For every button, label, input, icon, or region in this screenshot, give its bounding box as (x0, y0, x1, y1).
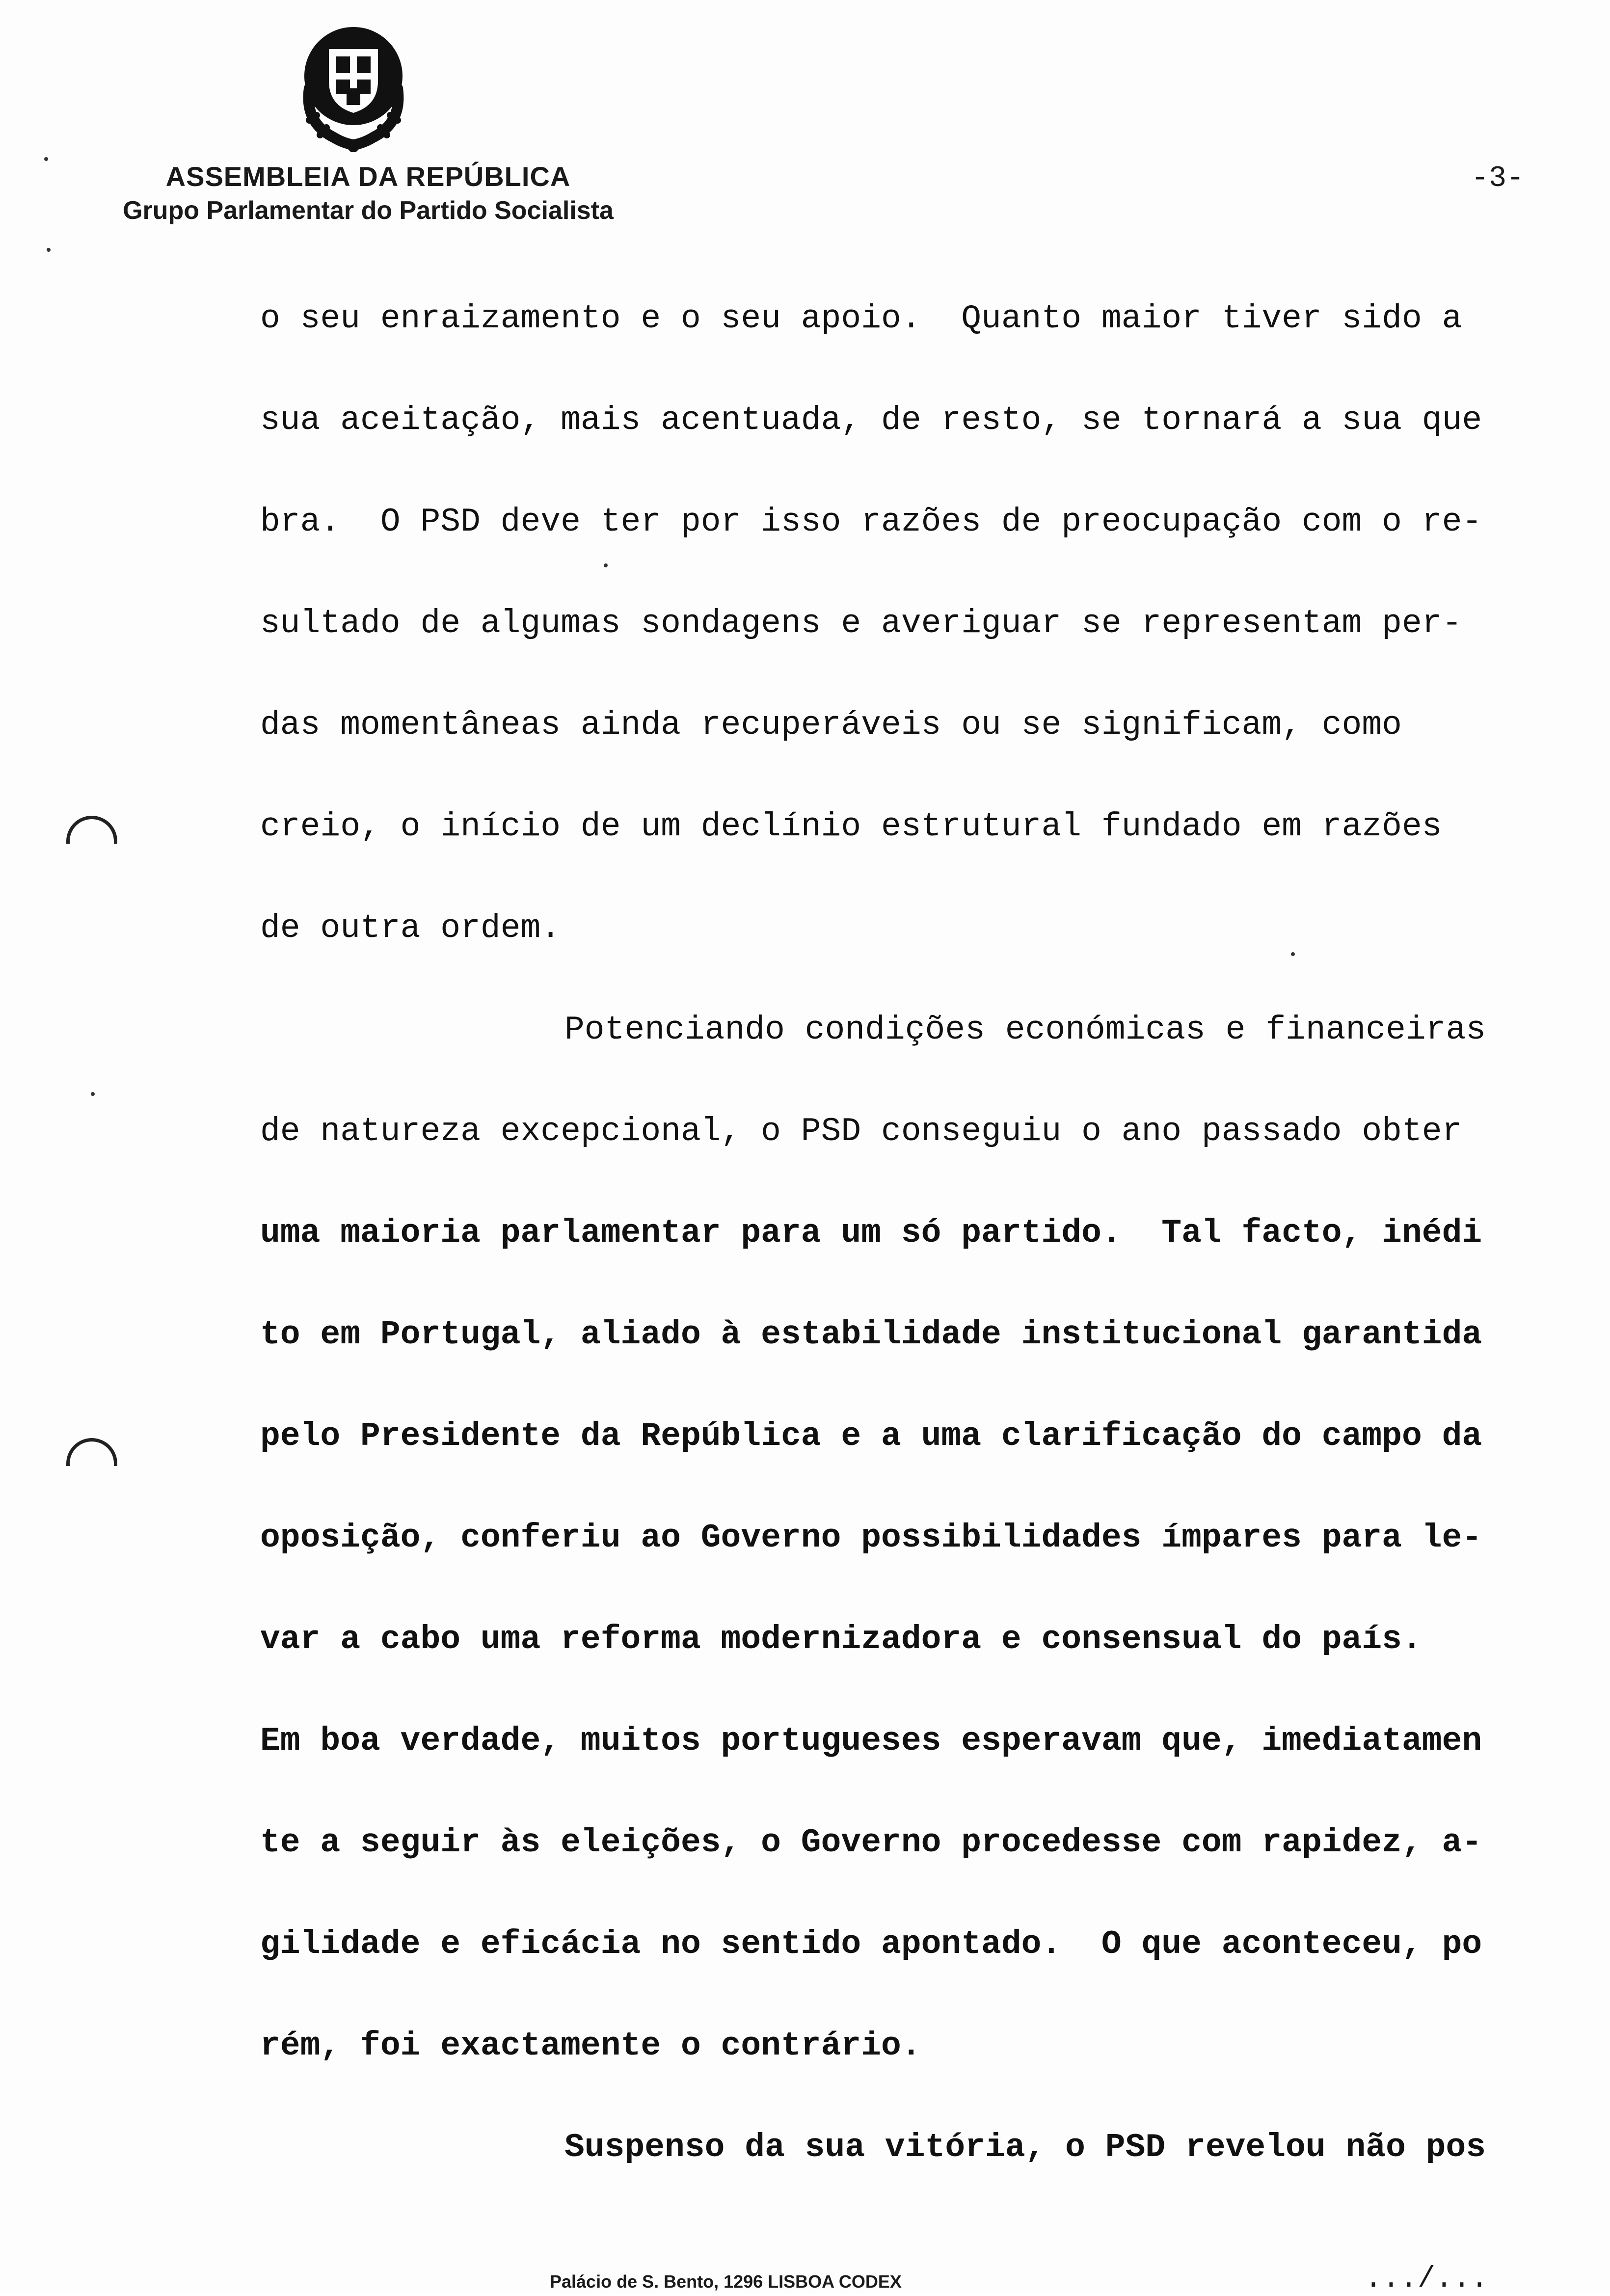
body-line: gilidade e eficácia no sentido apontado. O que aconteceu, po (260, 1925, 1482, 1963)
body-line: sultado de algumas sondagens e averiguar se representam per- (260, 605, 1462, 642)
letter-body (260, 294, 1517, 2225)
body-line: bra. O PSD deve ter por isso razões de preocupação com o re- (260, 503, 1482, 541)
body-line: de natureza excepcional, o PSD conseguiu o ano passado obter (260, 1113, 1462, 1150)
body-line: var a cabo uma reforma modernizadora e consensual do país. (260, 1621, 1422, 1658)
letterhead (74, 160, 663, 227)
continued-marker: .../... (1365, 2263, 1489, 2296)
body-line: uma maioria parlamentar para um só partido. Tal facto, inédi (260, 1214, 1482, 1252)
emblem-graphic (290, 15, 417, 152)
body-line: te a seguir às eleições, o Governo procedesse com rapidez, a- (260, 1824, 1482, 1862)
body-line: Em boa verdade, muitos portugueses esperavam que, imediatamen (260, 1722, 1482, 1760)
body-line: das momentâneas ainda recuperáveis ou se significam, como (260, 706, 1402, 744)
scan-speck (47, 248, 51, 252)
assembleia-emblem-icon (290, 15, 417, 152)
page-number: -3- (1471, 162, 1524, 195)
body-line: de outra ordem. (260, 909, 561, 947)
letterhead-title: ASSEMBLEIA DA REPÚBLICA (165, 161, 571, 192)
body-line: sua aceitação, mais acentuada, de resto, se tornará a sua que (260, 401, 1482, 439)
margin-bracket-mark (66, 1438, 117, 1466)
body-line: rém, foi exactamente o contrário. (260, 2027, 921, 2065)
body-line: Potenciando condições económicas e financeiras (564, 1011, 1486, 1049)
body-line: creio, o início de um declínio estrutural fundado em razões (260, 808, 1442, 846)
body-line: to em Portugal, aliado à estabilidade institucional garantida (260, 1316, 1482, 1354)
footer-address: Palácio de S. Bento, 1296 LISBOA CODEX (550, 2271, 902, 2292)
body-line: pelo Presidente da República e a uma clarificação do campo da (260, 1417, 1482, 1455)
scan-speck (44, 157, 48, 161)
body-line: Suspenso da sua vitória, o PSD revelou não pos (564, 2129, 1486, 2166)
margin-bracket-mark (66, 816, 117, 844)
letterhead-subtitle: Grupo Parlamentar do Partido Socialista (123, 196, 614, 225)
body-line: oposição, conferiu ao Governo possibilidades ímpares para le- (260, 1519, 1482, 1557)
body-line: o seu enraizamento e o seu apoio. Quanto maior tiver sido a (260, 300, 1462, 338)
scan-speck (91, 1092, 95, 1096)
